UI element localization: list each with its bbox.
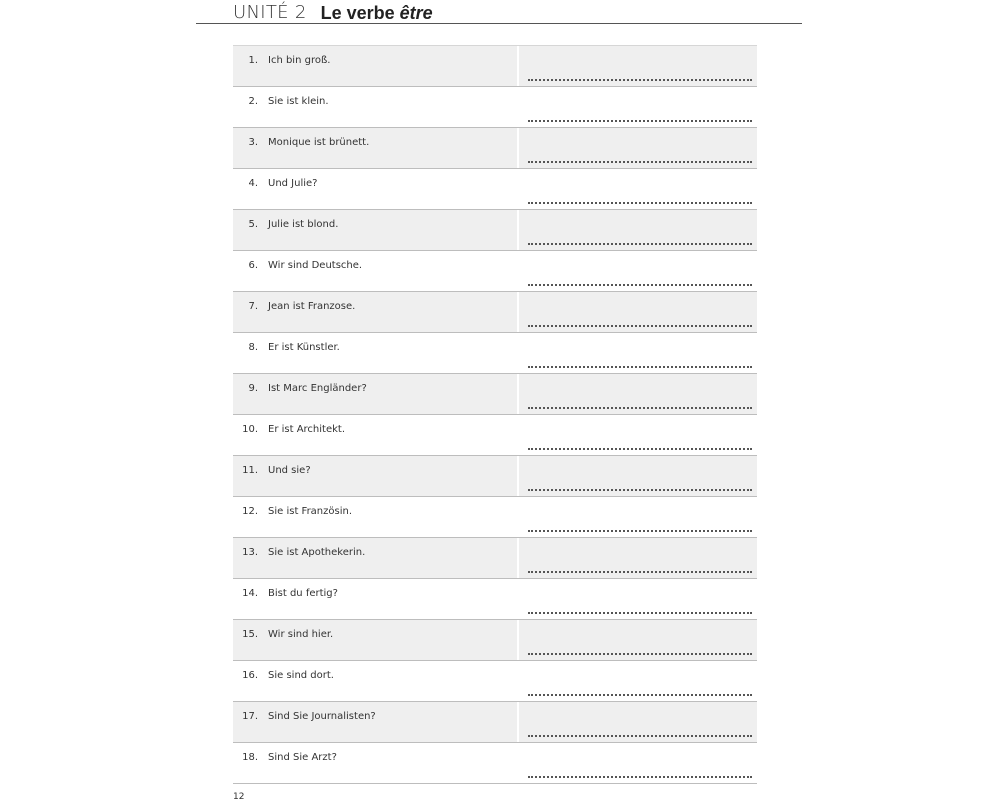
exercise-number: 12. bbox=[242, 506, 258, 517]
exercise-row bbox=[233, 497, 757, 538]
exercise-number: 10. bbox=[242, 424, 258, 435]
answer-cell[interactable] bbox=[517, 128, 759, 168]
exercise-sentence: Wir sind hier. bbox=[268, 629, 334, 640]
exercise-sentence: Sind Sie Journalisten? bbox=[268, 711, 376, 722]
exercise-sentence: Und Julie? bbox=[268, 178, 318, 189]
exercise-row bbox=[233, 45, 757, 87]
exercise-sentence: Ist Marc Engländer? bbox=[268, 383, 367, 394]
exercise-number: 1. bbox=[248, 55, 258, 66]
exercise-row bbox=[233, 87, 757, 128]
exercise-number: 11. bbox=[242, 465, 258, 476]
exercise-row bbox=[233, 128, 757, 169]
answer-dotted-line bbox=[528, 366, 752, 368]
answer-dotted-line bbox=[528, 325, 752, 327]
answer-dotted-line bbox=[528, 489, 752, 491]
exercise-row bbox=[233, 743, 757, 784]
exercise-row bbox=[233, 169, 757, 210]
exercise-sentence: Ich bin groß. bbox=[268, 55, 331, 66]
answer-cell[interactable] bbox=[517, 87, 759, 127]
answer-cell[interactable] bbox=[517, 251, 759, 291]
answer-cell[interactable] bbox=[517, 46, 759, 86]
exercise-sentence: Sie sind dort. bbox=[268, 670, 334, 681]
exercise-number: 5. bbox=[248, 219, 258, 230]
exercise-row bbox=[233, 538, 757, 579]
exercise-row bbox=[233, 292, 757, 333]
answer-dotted-line bbox=[528, 202, 752, 204]
answer-cell[interactable] bbox=[517, 497, 759, 537]
answer-cell[interactable] bbox=[517, 579, 759, 619]
exercise-sentence: Monique ist brünett. bbox=[268, 137, 370, 148]
exercise-number: 6. bbox=[248, 260, 258, 271]
answer-cell[interactable] bbox=[517, 702, 759, 742]
answer-cell[interactable] bbox=[517, 374, 759, 414]
answer-cell[interactable] bbox=[517, 456, 759, 496]
exercise-row bbox=[233, 210, 757, 251]
answer-dotted-line bbox=[528, 694, 752, 696]
exercise-sentence: Julie ist blond. bbox=[268, 219, 339, 230]
unit-title bbox=[321, 2, 433, 24]
answer-dotted-line bbox=[528, 284, 752, 286]
answer-dotted-line bbox=[528, 407, 752, 409]
answer-cell[interactable] bbox=[517, 743, 759, 783]
answer-cell[interactable] bbox=[517, 415, 759, 455]
exercise-sentence: Und sie? bbox=[268, 465, 311, 476]
answer-dotted-line bbox=[528, 612, 752, 614]
exercise-row bbox=[233, 333, 757, 374]
page-header bbox=[233, 0, 433, 24]
answer-dotted-line bbox=[528, 120, 752, 122]
exercise-sentence: Sie ist Apothekerin. bbox=[268, 547, 366, 558]
answer-dotted-line bbox=[528, 161, 752, 163]
answer-dotted-line bbox=[528, 653, 752, 655]
unit-label: UNITÉ 2 bbox=[233, 2, 307, 23]
exercise-number: 4. bbox=[248, 178, 258, 189]
exercise-row bbox=[233, 702, 757, 743]
exercise-number: 15. bbox=[242, 629, 258, 640]
unit-title-italic: être bbox=[399, 3, 433, 23]
page-number: 12 bbox=[233, 792, 245, 802]
exercise-sentence: Bist du fertig? bbox=[268, 588, 338, 599]
exercise-number: 2. bbox=[248, 96, 258, 107]
exercise-sentence: Sind Sie Arzt? bbox=[268, 752, 337, 763]
answer-dotted-line bbox=[528, 79, 752, 81]
exercise-sentence: Wir sind Deutsche. bbox=[268, 260, 363, 271]
exercise-row bbox=[233, 661, 757, 702]
answer-dotted-line bbox=[528, 448, 752, 450]
answer-cell[interactable] bbox=[517, 620, 759, 660]
unit-title-main: Le verbe bbox=[320, 3, 400, 23]
header-divider bbox=[196, 23, 802, 24]
answer-cell[interactable] bbox=[517, 538, 759, 578]
exercise-number: 16. bbox=[242, 670, 258, 681]
answer-cell[interactable] bbox=[517, 210, 759, 250]
answer-cell[interactable] bbox=[517, 169, 759, 209]
exercise-sentence: Jean ist Franzose. bbox=[268, 301, 356, 312]
exercise-row bbox=[233, 415, 757, 456]
answer-dotted-line bbox=[528, 776, 752, 778]
exercise-number: 17. bbox=[242, 711, 258, 722]
exercise-number: 9. bbox=[248, 383, 258, 394]
answer-dotted-line bbox=[528, 571, 752, 573]
exercise-sentence: Sie ist Französin. bbox=[268, 506, 353, 517]
exercise-number: 7. bbox=[248, 301, 258, 312]
exercise-row bbox=[233, 620, 757, 661]
exercise-row bbox=[233, 579, 757, 620]
exercise-row bbox=[233, 251, 757, 292]
exercise-sentence: Sie ist klein. bbox=[268, 96, 329, 107]
answer-cell[interactable] bbox=[517, 333, 759, 373]
answer-cell[interactable] bbox=[517, 292, 759, 332]
answer-cell[interactable] bbox=[517, 661, 759, 701]
exercise-sentence: Er ist Architekt. bbox=[268, 424, 346, 435]
exercise-number: 3. bbox=[248, 137, 258, 148]
exercise-sentence: Er ist Künstler. bbox=[268, 342, 340, 353]
answer-dotted-line bbox=[528, 735, 752, 737]
exercise-number: 8. bbox=[248, 342, 258, 353]
exercise-number: 18. bbox=[242, 752, 258, 763]
exercise-table bbox=[233, 45, 757, 784]
answer-dotted-line bbox=[528, 530, 752, 532]
exercise-number: 13. bbox=[242, 547, 258, 558]
exercise-number: 14. bbox=[242, 588, 258, 599]
answer-dotted-line bbox=[528, 243, 752, 245]
exercise-row bbox=[233, 456, 757, 497]
exercise-row bbox=[233, 374, 757, 415]
